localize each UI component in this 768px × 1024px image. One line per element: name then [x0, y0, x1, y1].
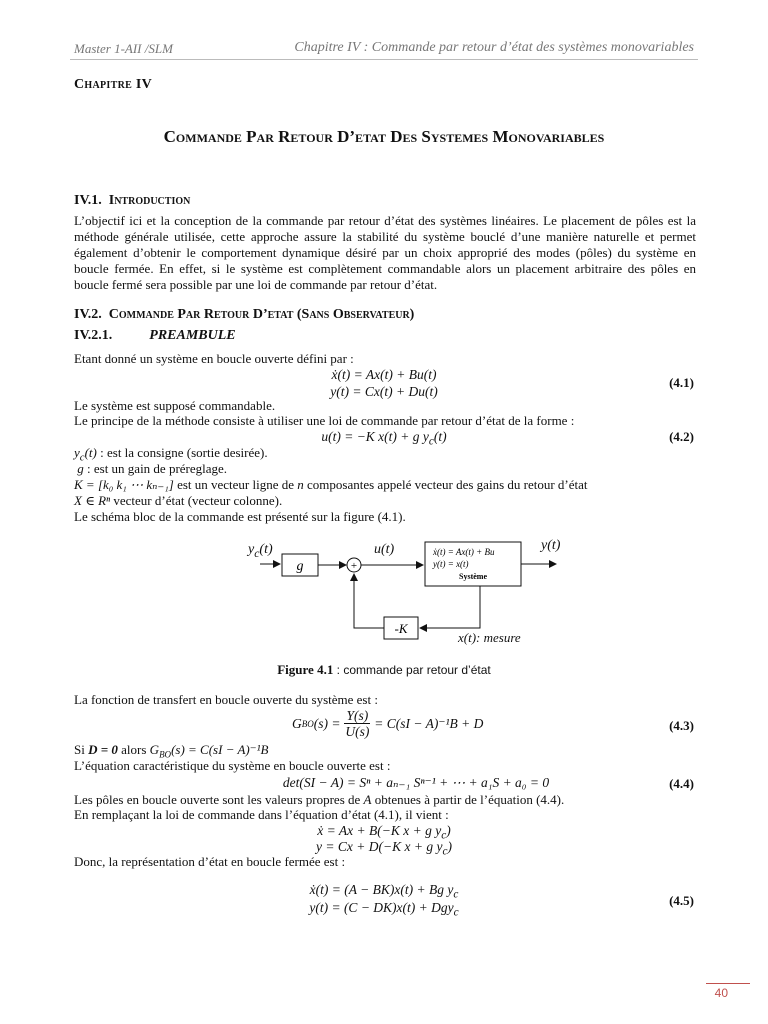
figure-caption: Figure 4.1 : commande par retour d’état — [277, 662, 491, 677]
k-block-label: -K — [394, 621, 408, 636]
definition-k-vector: K = [k₀ k₁ ⋯ kₙ₋₁] est un vecteur ligne de n composantes appelé vecteur des gains du retour d’état — [74, 477, 588, 492]
equation-substituted-output: y = Cx + D(−K x + g $y_c$) — [316, 839, 452, 858]
equation-substituted-state: ẋ = Ax + B(−K x + g $y_c$) — [317, 823, 451, 842]
subsection-preambule-heading — [74, 328, 236, 344]
system-output-eq: y(t) = x(t) — [433, 559, 469, 569]
text-line: L’équation caractéristique du système en boucle ouverte est : — [74, 758, 391, 773]
section-title: Commande Par Retour D’etat (Sans Observateur) — [108, 307, 415, 322]
text-line: Le principe de la méthode consiste à utiliser une loi de commande par retour d’état de la forme : — [74, 413, 575, 428]
control-signal-label: u(t) — [374, 542, 395, 557]
text-line: En remplaçant la loi de commande dans l’équation d’état (4.1), il vient : — [74, 807, 449, 822]
header-rule — [70, 59, 698, 60]
section-introduction-heading — [74, 193, 190, 209]
equation-4-1-output: y(t) = Cx(t) + Du(t) — [330, 384, 438, 399]
equation-4-5-output: y(t) = (C − DK)x(t) + Dgy$_c$ — [309, 900, 459, 919]
equation-number: (4.1) — [669, 375, 694, 390]
equation-4-1-state: ẋ(t) = Ax(t) + Bu(t) — [331, 367, 437, 382]
section-title: Introduction — [108, 193, 191, 208]
equation-4-3: G BO (s) = $\frac{Y(s)}{U(s)}$ = C(sI − A)⁻¹B + D — [292, 708, 484, 739]
output-label: y(t) — [541, 538, 561, 553]
feedback-to-sum-line — [354, 574, 384, 628]
equation-4-5-state: ẋ(t) = (A − BK)x(t) + Bg $y_c$ — [309, 882, 459, 901]
system-name: Système — [459, 572, 487, 581]
equation-4-4: det(SI − A) = Sⁿ + aₙ₋₁ Sⁿ⁻¹ + ⋯ + a₁S + a₀ = 0 — [282, 775, 550, 790]
feedback-line — [420, 586, 480, 628]
header-left: Master 1-AII /SLM — [74, 41, 173, 56]
text-line: Le système est supposé commandable. — [74, 398, 276, 413]
gain-block-label: g — [296, 559, 304, 574]
section-number: IV.1. — [74, 193, 102, 208]
equation-number: (4.4) — [669, 776, 694, 791]
equation-number: (4.5) — [669, 893, 694, 908]
subsection-number: IV.2.1. — [74, 328, 113, 343]
transfer-fraction: $\frac{Y(s)}{U(s)}$ — [345, 708, 370, 739]
text-line: La fonction de transfert en boucle ouverte du système est : — [74, 692, 378, 707]
system-state-eq: ẋ(t) = Ax(t) + Bu — [433, 547, 495, 557]
input-label: $y_c(t)$ — [248, 542, 273, 560]
definition-gain: g : est un gain de préreglage. — [77, 461, 228, 476]
measure-label: x(t): mesure — [458, 630, 521, 645]
page-number-rule — [706, 983, 750, 984]
text-line: Etant donné un système en boucle ouverte défini par : — [74, 351, 354, 366]
text-line-d-zero: Si D = 0 alors $G_{BO}(s) = C(sI - A)^{-1}B$ — [74, 742, 269, 760]
equation-4-2: u(t) = −K x(t) + g $y_c(t)$ — [321, 429, 447, 448]
page-title: Commande Par Retour D’etat Des Systemes Monovariables — [163, 127, 605, 146]
text-line-poles: Les pôles en boucle ouverte sont les valeurs propres de A obtenues à partir de l’équation (4.4). — [74, 792, 565, 807]
equation-number: (4.3) — [669, 718, 694, 733]
subsection-title: PREAMBULE — [149, 328, 236, 343]
definition-consigne: $y_c(t)$ : est la consigne (sortie desirée). — [74, 445, 268, 464]
section-commande-heading — [74, 307, 414, 323]
chapter-label: Chapitre IV — [74, 77, 153, 92]
plus-sign: + — [350, 560, 358, 572]
page-number: 40 — [714, 986, 728, 1000]
introduction-paragraph: L’objectif ici et la conception de la commande par retour d’état des systèmes linéaires. Le placement de pôles est la méthode générale utilisée, cette approche assure la stabilité du système bouclé d’une manière naturelle et permet également d’obtenir le comportement dynamique désiré par un choix approprié des modes (pôles) du système en boucle fermée. En effet, si le système est complètement commandable alors un placement arbitraire des pôles en boucle fermé sera possible par une loi de commande par retour d’état. — [74, 213, 696, 292]
text-line: Le schéma bloc de la commande est présenté sur la figure (4.1). — [74, 509, 406, 524]
text-line: Donc, la représentation d’état en boucle fermée est : — [74, 854, 346, 869]
equation-number: (4.2) — [669, 429, 694, 444]
section-number: IV.2. — [74, 307, 102, 322]
definition-state-vector: X ∈ Rⁿ vecteur d’état (vecteur colonne). — [74, 493, 283, 508]
header-right: Chapitre IV : Commande par retour d’état des systèmes monovariables — [294, 40, 694, 55]
